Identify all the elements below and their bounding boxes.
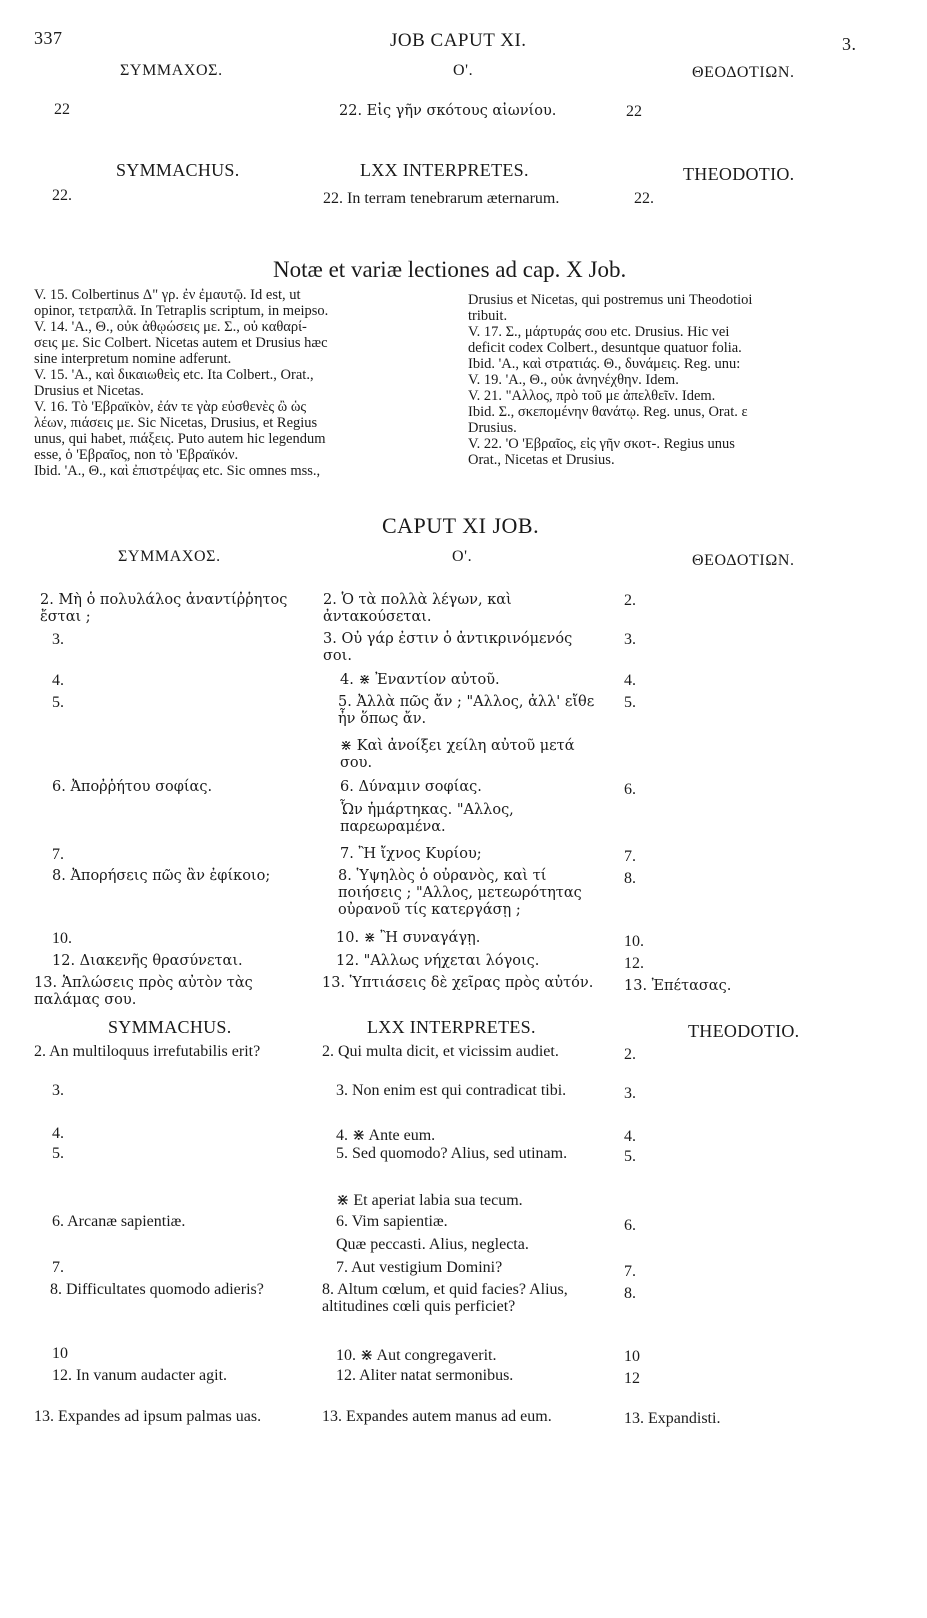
symmachus-latin-header: SYMMACHUS. [116,160,240,180]
lxx-cell: 3. Non enim est qui contradicat tibi. [336,1082,567,1099]
symmachus-cell: 3. [52,631,64,648]
note-line: Drusius. [468,420,517,436]
note-line: V. 15. Colbertinus Δ" γρ. ἐν ἐμαυτῷ. Id est, ut [34,287,301,303]
theodotion-cell: 5. [624,1148,636,1165]
symmachus-cell: 7. [52,846,64,863]
symmachus-cell: 2. An multiloquus irrefutabilis erit? [34,1043,261,1060]
lxx-cell: ⋇ Καὶ ἀνοίξει χείλη αὐτοῦ μετά σου. [340,738,575,771]
lxx-cell: 8. Altum cœlum, et quid facies? Alius, altitudines cœli quis perficiet? [322,1281,568,1315]
symmachus-cell: 3. [52,1082,64,1099]
note-line: σεις με. Sic Colbert. Nicetas autem et Drusius hæc [34,335,328,351]
page-number: 337 [34,28,63,48]
lxx-cell: 10. ⋇ Aut congregaverit. [336,1347,497,1364]
lxx-cell: 7. Ἢ ἴχνος Κυρίου; [340,846,482,862]
note-line: V. 21. "Αλλος, πρὸ τοῦ με ἀπελθεῖν. Idem. [468,388,716,404]
top-latin-sym-num: 22. [52,187,72,204]
symmachus-cell: 10 [52,1345,68,1362]
caput-title: CAPUT XI JOB. [382,513,540,538]
note-line: Drusius et Nicetas. [34,383,144,399]
lxx-cell: 3. Οὐ γάρ ἐστιν ὁ ἀντικρινόμενός σοι. [323,631,573,664]
note-line: V. 15. 'Α., καὶ δικαιωθεὶς etc. Ita Colbert., Orat., [34,367,314,383]
symmachus-cell: 2. Μὴ ὁ πολυλάλος ἀναντίῤῥητος ἔσται ; [40,592,288,625]
symmachus-cell: 13. Ἁπλώσεις πρὸς αὐτὸν τὰς παλάμας σου. [34,975,253,1008]
notes-title: Notæ et variæ lectiones ad cap. X Job. [273,257,627,282]
theodotion-cell: 4. [624,672,636,689]
theodotion-cell: 6. [624,1217,636,1234]
lxx-cell: 12. Aliter natat sermonibus. [336,1367,514,1384]
lxx-cell: 7. Aut vestigium Domini? [336,1259,503,1276]
theodotion-cell: 10 [624,1348,640,1365]
note-line: opinor, τετραπλᾶ. In Tetraplis scriptum, in meipso. [34,303,329,319]
symmachus-cell: 8. Ἀπορήσεις πῶς ἂν ἐφίκοιο; [52,868,271,884]
note-line: λέων, πιάσεις με. Sic Nicetas, Drusius, et Regius [34,415,318,431]
note-line: V. 17. Σ., μάρτυράς σου etc. Drusius. Hic vei [468,324,730,340]
theodotion-cell: 4. [624,1128,636,1145]
theodotion-cell: 13. Ἐπέτασας. [624,978,732,994]
lxx-cell: Ὧν ἡμάρτηκας. "Αλλος, παρεωραμένα. [340,802,514,835]
theodotion-cell: 10. [624,933,644,950]
theodotion-cell: 12. [624,955,644,972]
lxx-cell: 8. Ὑψηλὸς ὁ οὐρανὸς, καὶ τί ποιήσεις ; "Αλλος, μετεωρότητας οὐρανοῦ τίς κατεργάσῃ ; [338,868,582,918]
note-line: esse, ὁ 'Εβραῖος, non τὸ 'Εβραϊκόν. [34,447,239,463]
theodotion-cell: 3. [624,631,636,648]
theodotion-cell: 12 [624,1370,640,1387]
note-line: V. 22. 'Ο 'Εβραῖος, εἰς γῆν σκοτ-. Regius unus [468,436,735,452]
theodotion-cell: 2. [624,1046,636,1063]
lxx-cell: 13. Ὑπτιάσεις δὲ χεῖρας πρὸς αὐτόν. [322,975,594,991]
symmachus-cell: 12. In vanum audacter agit. [52,1367,228,1384]
note-line: Ibid. Σ., σκεπομένην θανάτῳ. Reg. unus, Orat. ε [468,404,748,420]
lxx-cell: 5. Ἀλλὰ πῶς ἄν ; "Αλλος, ἀλλ' εἴθε ἦν ὅπως ἄν. [338,694,595,727]
symmachus-cell: 7. [52,1259,64,1276]
theodotion-cell: 5. [624,694,636,711]
lxx-cell: 2. Ὁ τὰ πολλὰ λέγων, καὶ ἀντακούσεται. [323,592,512,625]
note-line: V. 14. 'Α., Θ., οὐκ ἀθῳώσεις με. Σ., οὐ καθαρί- [34,319,307,335]
note-line: V. 19. 'Α., Θ., οὐκ ἀνηνέχθην. Idem. [468,372,679,388]
lxx-cell: 6. Vim sapientiæ. [336,1213,448,1230]
symmachus-cell: 4. [52,1125,64,1142]
lxx-cell: 5. Sed quomodo? Alius, sed utinam. [336,1145,568,1162]
top-latin-the-num: 22. [634,190,654,207]
caput-lxx-latin-header: LXX INTERPRETES. [367,1017,536,1037]
theodotion-cell: 8. [624,1285,636,1302]
lxx-cell: 13. Expandes autem manus ad eum. [322,1408,552,1425]
theodotion-cell: 7. [624,1263,636,1280]
top-latin-lxx-text: 22. In terram tenebrarum æternarum. [323,190,560,207]
theodotion-latin-header: THEODOTIO. [683,164,795,184]
running-title: JOB CAPUT XI. [390,30,527,51]
lxx-cell: 4. ⋇ Ἐναντίον αὐτοῦ. [340,672,500,688]
theodotion-greek-header: ΘΕΟΔΟΤΙΩΝ. [692,64,795,81]
symmachus-cell: 12. Διακενῆς θρασύνεται. [52,953,243,969]
note-line: unus, qui habet, πιάξεις. Puto autem hic legendum [34,431,326,447]
lxx-cell: Quæ peccasti. Alius, neglecta. [336,1236,529,1253]
note-line: sine interpretum nomine adferunt. [34,351,232,367]
symmachus-greek-header: ΣΥΜΜΑΧΟΣ. [120,62,223,79]
note-line: Drusius et Nicetas, qui postremus uni Theodotioi [468,292,753,308]
caput-symmachus-latin-header: SYMMACHUS. [108,1017,232,1037]
top-greek-lxx-text: 22. Εἰς γῆν σκότους αἰωνίου. [339,103,557,119]
top-greek-sym-num: 22 [54,101,70,118]
theodotion-cell: 8. [624,870,636,887]
symmachus-cell: 4. [52,672,64,689]
symmachus-cell: 6. Arcanæ sapientiæ. [52,1213,186,1230]
corner-mark: 3. [842,34,857,54]
caput-theodotion-greek-header: ΘΕΟΔΟΤΙΩΝ. [692,552,795,569]
notes-right-column [468,292,868,468]
theodotion-cell: 6. [624,781,636,798]
caput-theodotion-latin-header: THEODOTIO. [688,1021,800,1041]
theodotion-cell: 13. Expandisti. [624,1410,721,1427]
note-line: Orat., Nicetas et Drusius. [468,452,615,468]
theodotion-cell: 3. [624,1085,636,1102]
lxx-cell: ⋇ Et aperiat labia sua tecum. [336,1192,523,1209]
theodotion-cell: 2. [624,592,636,609]
notes-left-column [34,287,458,479]
lxx-cell: 10. ⋇ Ἢ συναγάγῃ. [336,930,481,946]
lxx-cell: 4. ⋇ Ante eum. [336,1127,436,1144]
symmachus-cell: 8. Difficultates quomodo adieris? [50,1281,264,1298]
lxx-latin-header: LXX INTERPRETES. [360,160,529,180]
symmachus-cell: 5. [52,1145,64,1162]
note-line: Ibid. 'Α., Θ., καὶ ἐπιστρέψας etc. Sic omnes mss., [34,463,321,479]
symmachus-cell: 5. [52,694,64,711]
caput-symmachus-greek-header: ΣΥΜΜΑΧΟΣ. [118,548,221,565]
note-line: Ibid. 'Α., καὶ στρατιάς. Θ., δυνάμεις. Reg. unu: [468,356,741,372]
top-greek-the-num: 22 [626,103,642,120]
lxx-greek-header: Ο'. [453,62,474,79]
lxx-cell: 2. Qui multa dicit, et vicissim audiet. [322,1043,559,1060]
note-line: tribuit. [468,308,508,324]
symmachus-cell: 13. Expandes ad ipsum palmas uas. [34,1408,262,1425]
lxx-cell: 12. "Αλλως νήχεται λόγοις. [336,953,540,969]
lxx-cell: 6. Δύναμιν σοφίας. [340,779,482,795]
note-line: V. 16. Τὸ 'Εβραϊκὸν, ἐάν τε γὰρ εὐσθενὲς ὢ ὡς [34,399,307,415]
theodotion-cell: 7. [624,848,636,865]
symmachus-cell: 10. [52,930,72,947]
symmachus-cell: 6. Ἀποῤῥήτου σοφίας. [52,779,213,795]
caput-lxx-greek-header: Ο'. [452,548,473,565]
note-line: deficit codex Colbert., desuntque quatuor folia. [468,340,742,356]
